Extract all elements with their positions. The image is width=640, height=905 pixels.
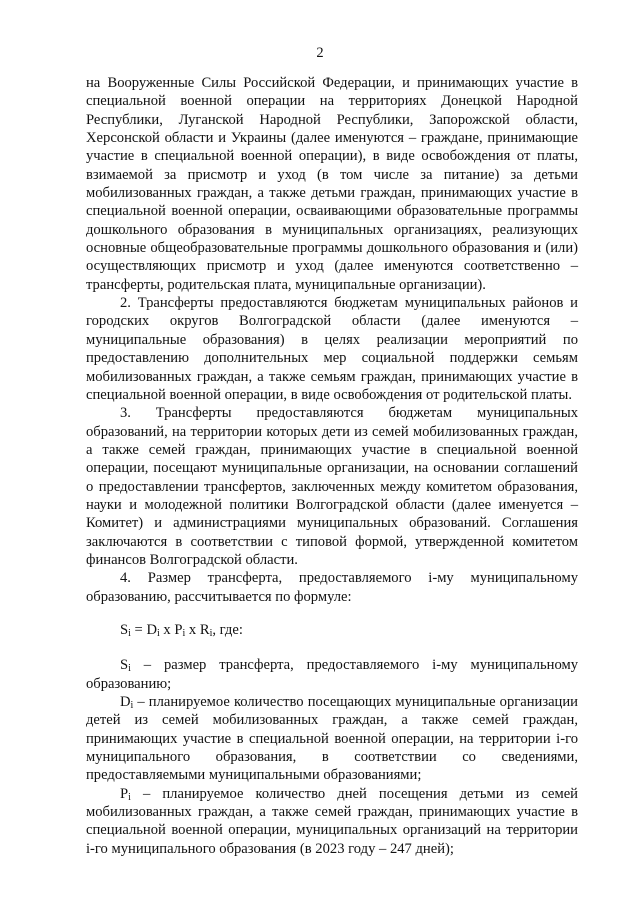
formula-r-sub: i [209, 627, 213, 639]
paragraph-1: на Вооруженные Силы Российской Федерации, и принимающих участие в специальной военной операции на территориях Донецкой Народной Республики, Луганской Народной Республики, Запорожской области, Херсонской области и Украины (далее именуются – граждане, принимающие участие в специальной военной операции), в виде освобождения от платы, взимаемой за присмотр и уход (в том числе за питание) за детьми мобилизованных граждан, а также детьми граждан, принимающих участие в специальной военной операции, осваивающими образовательные программы дошкольного образования в муниципальных организациях, реализующих основные общеобразовательные программы дошкольного образования и (или) осуществляющих присмотр и уход (далее именуются соответственно – трансферты, родительская плата, муниципальные организации). [86, 75, 578, 293]
formula-d: D [146, 621, 157, 638]
definition-s-symbol: S [120, 657, 129, 674]
formula-s-sub: i [128, 627, 131, 639]
definition-p-sub: i [128, 791, 131, 803]
definition-p-text: – планируемое количество дней посещения детьми из семей мобилизованных граждан, а также семей граждан, принимающих участие в специальной военной операции, муниципальных организаций на территории i-го муниципального образования (в 2023 году – 247 дней); [86, 785, 578, 857]
formula [86, 621, 578, 639]
paragraph-4: 4. Размер трансферта, предоставляемого i-му муниципальному образованию, рассчитывается по формуле: [86, 570, 578, 605]
definition-s-sub: i [128, 663, 131, 675]
formula-suffix: , где: [212, 621, 243, 638]
definition-d [86, 693, 578, 785]
paragraph-2: 2. Трансферты предоставляются бюджетам муниципальных районов и городских округов Волгоградской области (далее именуются – муниципальные образования) в целях реализации мероприятий по предоставлению дополнительных мер социальной поддержки семьям мобилизованных граждан, а также семьям граждан, принимающих участие в специальной военной операции, в виде освобождения от родительской платы. [86, 295, 578, 403]
formula-x2: x [185, 621, 200, 638]
definition-d-text: – планируемое количество посещающих муниципальные организации детей из семей мобилизованных граждан, а также семей граждан, принимающих участие в специальной военной операции, на территории i-го муниципального образования, в соответствии со сведениями, предоставляемыми муниципальными образованиями; [86, 694, 578, 784]
definition-d-symbol: D [120, 694, 131, 710]
definition-s [86, 656, 578, 693]
definition-p [86, 785, 578, 858]
formula-p: P [174, 621, 183, 638]
document-body [86, 74, 578, 858]
definition-s-text: – размер трансферта, предоставляемого i-му муниципальному образованию; [86, 657, 578, 692]
formula-r: R [199, 621, 210, 638]
page-number: 2 [316, 45, 324, 61]
definition-p-symbol: P [120, 785, 129, 802]
formula-s: S [120, 621, 129, 638]
formula-d-sub: i [156, 627, 160, 639]
formula-x1: x [159, 621, 175, 638]
formula-p-sub: i [182, 627, 186, 639]
formula-eq: = [130, 621, 147, 638]
paragraph-3: 3. Трансферты предоставляются бюджетам муниципальных образований, на территории которых дети из семей мобилизованных граждан, а также семей граждан, принимающих участие в специальной военной операции, посещают муниципальные организации, на основании соглашений о предоставлении трансфертов, заключенных между комитетом образования, науки и молодежной политики Волгоградской области (далее именуется – Комитет) и администрациями муниципальных образований. Соглашения заключаются в соответствии с типовой формой, утвержденной комитетом финансов Волгоградской области. [86, 405, 578, 568]
definition-d-sub: i [130, 700, 134, 711]
